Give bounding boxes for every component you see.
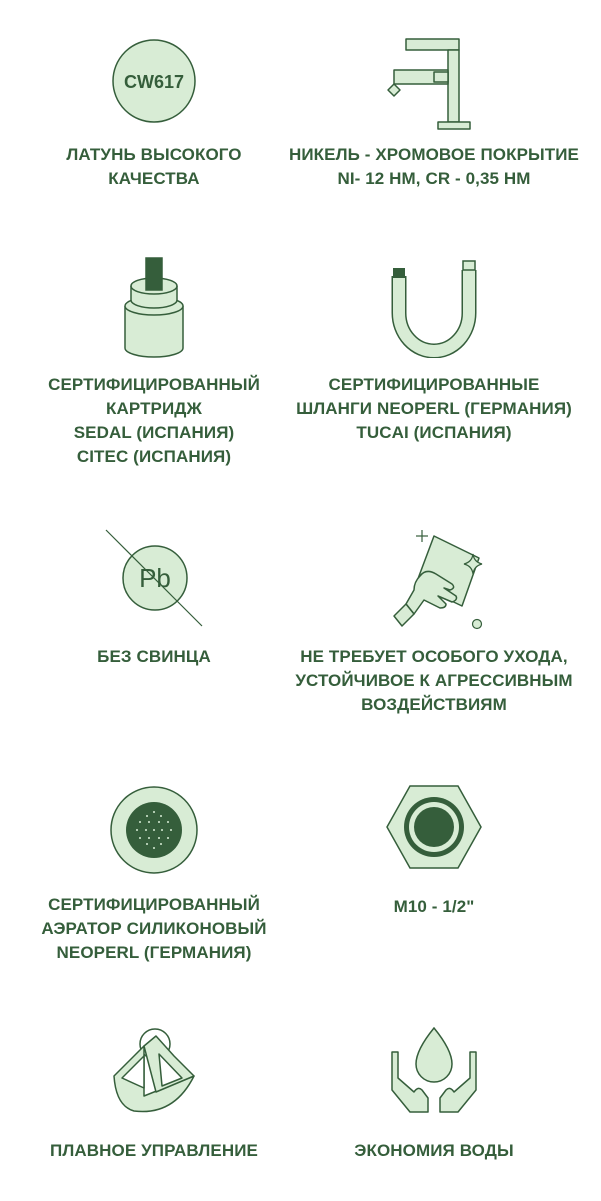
- water-saving-icon: [284, 1026, 584, 1116]
- feature-label-cartridge: СЕРТИФИЦИРОВАННЫЙ КАРТРИДЖ SEDAL (ИСПАНИЯ) CITEC (ИСПАНИЯ): [48, 375, 260, 466]
- faucet-icon: [284, 36, 584, 131]
- lead-free-icon: [4, 528, 304, 628]
- feature-label-thread: M10 - 1/2": [393, 897, 475, 916]
- feature-label-water-saving: ЭКОНОМИЯ ВОДЫ: [354, 1141, 514, 1160]
- hose-icon: [284, 258, 584, 358]
- brass-badge-text: CW617: [123, 72, 185, 92]
- smooth-control-icon: [4, 1026, 304, 1121]
- hex-nut-icon: [284, 782, 584, 872]
- feature-label-coating: НИКЕЛЬ - ХРОМОВОЕ ПОКРЫТИЕ NI- 12 НМ, CR - 0,35 НМ: [288, 145, 579, 188]
- feature-label-hoses: СЕРТИФИЦИРОВАННЫЕ ШЛАНГИ NEOPERL (ГЕРМАНИЯ) TUCAI (ИСПАНИЯ): [296, 375, 572, 442]
- feature-label-lead-free: БЕЗ СВИНЦА: [97, 647, 211, 666]
- lead-badge-text: Pb: [139, 563, 171, 593]
- cleaning-hand-icon: [284, 524, 584, 634]
- feature-label-care: НЕ ТРЕБУЕТ ОСОБОГО УХОДА, УСТОЙЧИВОЕ К АГРЕССИВНЫМ ВОЗДЕЙСТВИЯМ: [295, 647, 573, 714]
- feature-label-aerator: СЕРТИФИЦИРОВАННЫЙ АЭРАТОР СИЛИКОНОВЫЙ NEOPERL (ГЕРМАНИЯ): [41, 895, 267, 962]
- feature-label-brass: ЛАТУНЬ ВЫСОКОГО КАЧЕСТВА: [66, 145, 242, 188]
- cartridge-icon: [4, 256, 304, 361]
- feature-label-smooth-control: ПЛАВНОЕ УПРАВЛЕНИЕ: [50, 1141, 258, 1160]
- aerator-icon: [4, 782, 304, 878]
- brass-cw617-icon: [4, 36, 304, 126]
